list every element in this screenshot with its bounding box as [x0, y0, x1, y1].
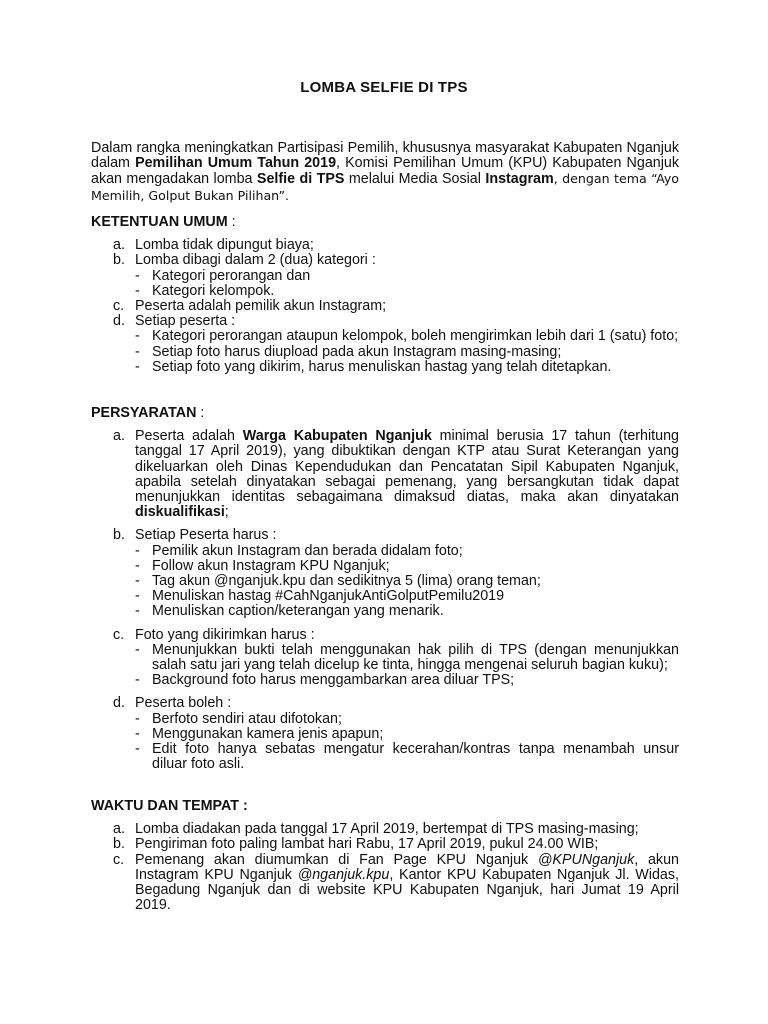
- sub-item: - Menuliskan caption/keterangan yang menarik.: [135, 603, 444, 620]
- sub-item: - Edit foto hanya sebatas mengatur kecerahan/kontras tanpa menambah unsur diluar foto asli.: [135, 741, 679, 773]
- list-item: a. Lomba diadakan pada tanggal 17 April 2019, bertempat di TPS masing-masing;: [113, 821, 639, 838]
- sub-item: - Kategori kelompok.: [135, 282, 275, 299]
- sub-item: - Kategori perorangan ataupun kelompok, boleh mengirimkan lebih dari 1 (satu) foto;: [135, 328, 679, 345]
- sub-item: - Background foto harus menggambarkan area diluar TPS;: [135, 672, 515, 689]
- sub-list: [135, 269, 679, 299]
- sub-list: [135, 329, 679, 375]
- list-item: b. Pengiriman foto paling lambat hari Rabu, 17 April 2019, pukul 24.00 WIB;: [113, 836, 599, 853]
- intro-paragraph: [91, 141, 679, 204]
- intro-theme: , dengan tema “Ayo Memilih, Golput Bukan Pilihan”.: [91, 171, 680, 203]
- list-item: c. Foto yang dikirimkan harus : - Menunjukkan bukti telah menggunakan hak pilih di TPS (dengan menunjukkan salah satu jari yang telah dicelup ke tinta, hingga mengenai seluruh bagian kuku); - Background foto harus menggambarkan area diluar TPS;: [113, 626, 679, 689]
- bold-warga: Warga Kabupaten Nganjuk: [242, 428, 432, 445]
- sub-item: - Berfoto sendiri atau difotokan;: [135, 710, 342, 727]
- list-item: c. Pemenang akan diumumkan di Fan Page KPU Nganjuk @KPUNganjuk, akun Instagram KPU Nganjuk @nganjuk.kpu, Kantor KPU Kabupaten Nganjuk Jl. Widas, Begadung Nganjuk dan di website KPU Kabupaten Nganjuk, hari Jumat 19 April 2019.: [113, 851, 679, 914]
- sub-list: [135, 712, 679, 773]
- intro-bold-contest: Selfie di TPS: [256, 171, 345, 188]
- section-heading: PERSYARATAN :: [91, 405, 205, 421]
- list-item: d. Setiap peserta : - Kategori perorangan ataupun kelompok, boleh mengirimkan lebih dari 1 (satu) foto; - Setiap foto harus diupload pada akun Instagram masing-masing; - Setiap foto yang dikirim, harus menuliskan hastag yang telah ditetapkan.: [113, 313, 679, 375]
- list-item: b. Setiap Peserta harus : - Pemilik akun Instagram dan berada didalam foto; - Follow akun Instagram KPU Nganjuk; - Tag akun @nganjuk.kpu dan sedikitnya 5 (lima) orang teman; - Menuliskan hastag #CahNganjukAntiGolputPemilu2019 - Menuliskan caption/keterangan yang menarik.: [91, 528, 679, 619]
- sub-item: - Pemilik akun Instagram dan berada didalam foto;: [135, 542, 463, 559]
- document-title: LOMBA SELFIE DI TPS: [300, 79, 468, 96]
- list-item: c. Peserta adalah pemilik akun Instagram;: [113, 298, 387, 315]
- sub-item: - Tag akun @nganjuk.kpu dan sedikitnya 5 (lima) orang teman;: [135, 573, 541, 590]
- intro-text: Dalam rangka meningkatkan Partisipasi Pemilih, khususnya masyarakat Kabupaten Nganjuk dalam: [91, 140, 679, 172]
- sub-item: - Setiap foto yang dikirim, harus menuliskan hastag yang telah ditetapkan.: [135, 358, 612, 375]
- intro-text: melalui Media Sosial: [344, 171, 486, 188]
- section-persyaratan: [91, 406, 679, 772]
- sub-item: - Kategori perorangan dan: [135, 267, 311, 284]
- intro-text: , Komisi Pemilihan Umum (KPU) Kabupaten Nganjuk akan mengadakan lomba: [91, 155, 679, 188]
- list-item: a. Lomba tidak dipungut biaya;: [113, 237, 314, 254]
- list-item: a. Peserta adalah Warga Kabupaten Nganjuk minimal berusia 17 tahun (terhitung tanggal 17 April 2019), yang dibuktikan dengan KTP atau Surat Keterangan yang dikeluarkan oleh Dinas Kependudukan dan Pencatatan Sipil Kabupaten Nganjuk, apabila setelah dinyatakan sebagai pemenang, yang bersangkutan tidak dapat menunjukkan identitas sebagaimana dimaksud diatas, maka akan dinyatakan diskualifikasi;: [113, 428, 679, 521]
- sub-list: [135, 643, 679, 689]
- list-item: d. Peserta boleh : - Berfoto sendiri atau difotokan; - Menggunakan kamera jenis apapun; - Edit foto hanya sebatas mengatur kecerahan/kontras tanpa menambah unsur diluar foto asli.: [113, 695, 679, 773]
- waktu-list: [91, 822, 679, 913]
- bold-diskualifikasi: diskualifikasi: [135, 504, 225, 521]
- section-waktu-tempat: [91, 799, 679, 913]
- sub-item: - Follow akun Instagram KPU Nganjuk;: [135, 557, 390, 574]
- sub-list: [135, 544, 679, 620]
- sub-item: - Menggunakan kamera jenis apapun;: [135, 725, 384, 742]
- section-heading: WAKTU DAN TEMPAT :: [91, 798, 248, 814]
- sub-item: - Menuliskan hastag #CahNganjukAntiGolputPemilu2019: [135, 588, 505, 605]
- persyaratan-list: [91, 429, 679, 772]
- italic-instagram: @nganjuk.kpu: [297, 866, 390, 883]
- section-heading: KETENTUAN UMUM :: [91, 214, 236, 230]
- intro-bold-election: Pemilihan Umum Tahun 2019: [135, 155, 337, 172]
- section-ketentuan-umum: [91, 215, 679, 375]
- ketentuan-list: [91, 238, 679, 375]
- intro-bold-instagram: Instagram: [485, 171, 554, 188]
- sub-item: - Setiap foto harus diupload pada akun Instagram masing-masing;: [135, 343, 562, 360]
- sub-item: - Menunjukkan bukti telah menggunakan hak pilih di TPS (dengan menunjukkan salah satu jari yang telah dicelup ke tinta, hingga mengenai seluruh bagian kuku);: [135, 641, 679, 674]
- italic-fanpage: @KPUNganjuk: [537, 851, 635, 868]
- list-item: b. Lomba dibagi dalam 2 (dua) kategori : - Kategori perorangan dan - Kategori kelompok.: [91, 253, 679, 299]
